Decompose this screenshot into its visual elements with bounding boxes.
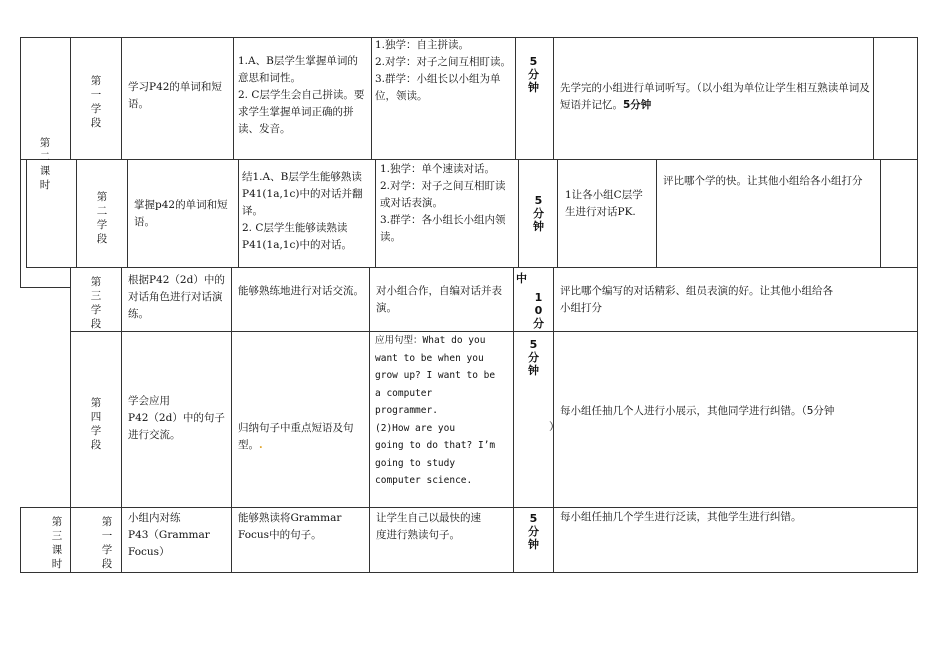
method-line: grow up? I want to be — [375, 370, 496, 381]
stage-label: 第一学段 — [90, 75, 102, 129]
stage-label: 第一学段 — [101, 516, 113, 570]
goal-cell: 能够熟读将Grammar Focus中的句子。 — [238, 512, 342, 541]
goal-cell: 结1.A、B层学生能够熟读P41(1a,1c)中的对话并翻译。 2. C层学生能够读熟读P41(1a,1c)中的对话。 — [242, 171, 363, 251]
method-line: 应用句型：What do you — [375, 335, 486, 346]
method-line: programmer. — [375, 405, 438, 416]
lesson-label: 第二课时 — [39, 137, 51, 191]
content-cell: 学习P42的单词和短语。 — [128, 81, 222, 110]
time-cell: 5分钟 — [528, 512, 539, 551]
method-line: computer science. — [375, 475, 473, 486]
time-cell: 5分钟 — [533, 194, 544, 233]
stage-label: 第二学段 — [96, 191, 108, 245]
method-cell: 对小组合作，自编对话并表演。 — [376, 285, 502, 314]
content-cell: 学会应用 P42（2d）中的句子进行交流。 — [128, 395, 225, 441]
time-cell: 5分钟 — [528, 55, 539, 94]
activity-cell: 每小组任抽几个人进行小展示，其他同学进行纠错。（5分钟 — [560, 405, 835, 417]
method-line: going to do that? I’m — [375, 440, 496, 451]
activity-cell: 每小组任抽几个学生进行泛读，其他学生进行纠错。 — [560, 511, 802, 523]
lesson-label: 第三课时 — [51, 516, 63, 570]
method-line: (2)How are you — [375, 422, 456, 434]
time-cell: 10分 — [533, 291, 544, 330]
method-line: going to study — [375, 457, 456, 469]
task-cell: 1让各小组C层学生进行对话PK. — [565, 189, 643, 218]
content-cell: 小组内对练 P43（Grammar Focus） — [128, 512, 210, 558]
time-top: 中 — [516, 272, 527, 285]
paren-mark: ） — [549, 421, 560, 433]
method-cell — [375, 332, 509, 490]
goal-cell: 1.A、B层学生掌握单词的意思和词性。 2. C层学生会自己拼读。要求学生掌握单词正确的拼读、发音。 — [238, 55, 365, 135]
goal-cell: 能够熟练地进行对话交流。 — [238, 285, 364, 297]
activity-text: 先学完的小组进行单词听写。（以小组为单位让学生相互熟读单词及短语并记忆。 — [560, 82, 870, 111]
time-cell: 5分钟 — [528, 338, 539, 377]
activity-cell: 评比哪个学的快。让其他小组给各小组打分 — [663, 175, 863, 187]
method-cell: 1.独学：自主拼读。 2.对学：对子之间互相盯读。 3.群学：小组长以小组为单位，领读。 — [375, 39, 512, 102]
activity-cell — [560, 63, 870, 114]
content-cell: 根据P42（2d）中的对话角色进行对话演练。 — [128, 274, 225, 320]
method-cell: 1.独学：单个速读对话。 2.对学：对子之间互相盯读或对话表演。 3.群学：各小组长小组内领读。 — [380, 163, 506, 243]
bullet-dot: . — [259, 439, 263, 451]
content-cell: 掌握p42的单词和短语。 — [134, 199, 228, 228]
method-cell: 让学生自己以最快的速 度进行熟读句子。 — [376, 512, 481, 541]
activity-cell: 评比哪个编写的对话精彩、组员表演的好。让其他小组给各小组打分 — [560, 285, 833, 314]
stage-label: 第四学段 — [90, 397, 102, 451]
method-line: want to be when you — [375, 352, 484, 364]
activity-time: 5分钟 — [623, 99, 652, 111]
goal-cell — [238, 403, 366, 454]
method-line: a computer — [375, 387, 433, 399]
stage-label: 第三学段 — [90, 276, 102, 330]
goal-text: 归纳句子中重点短语及句型。 — [238, 422, 354, 451]
